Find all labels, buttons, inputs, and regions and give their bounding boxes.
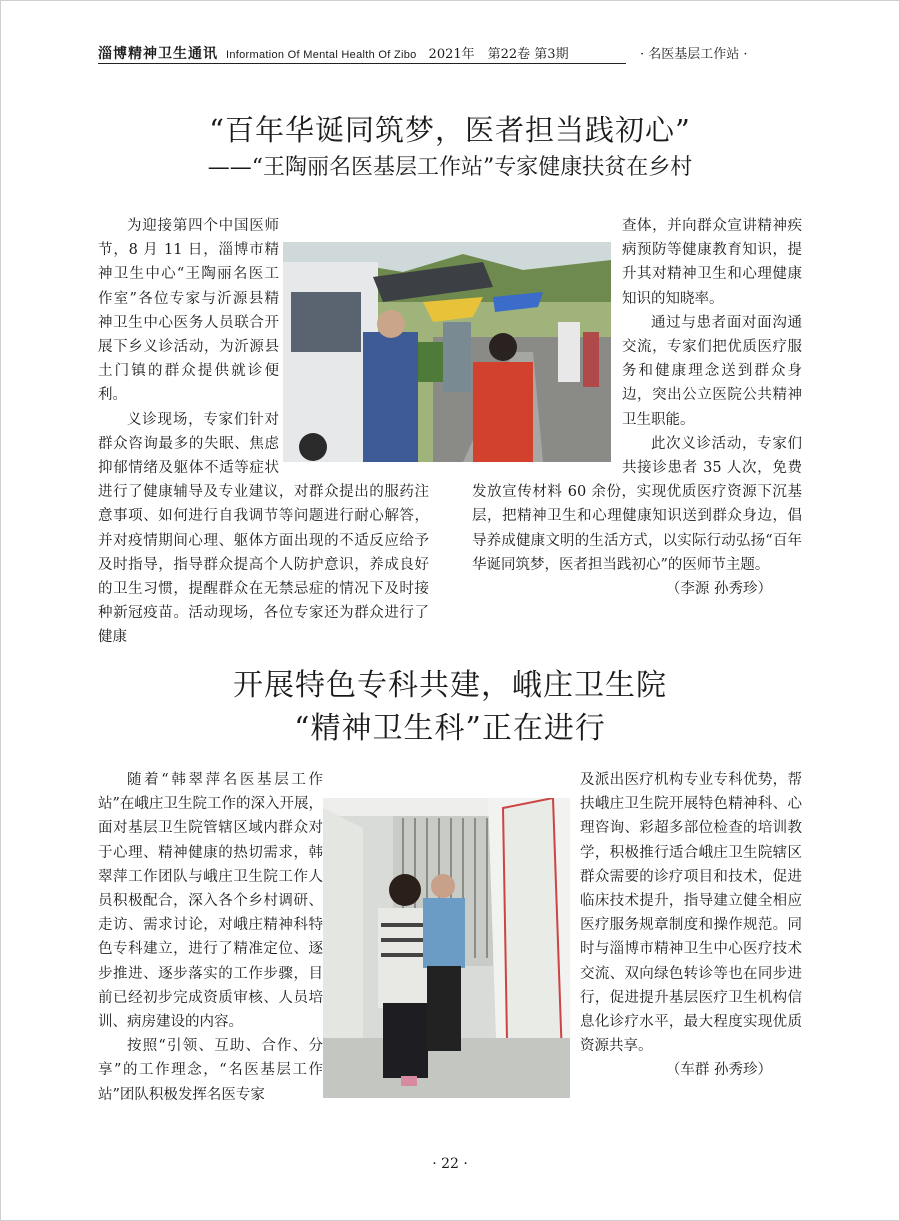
article1-right-column	[472, 214, 802, 601]
article2-paragraph: 及派出医疗机构专业专科优势，帮扶峨庄卫生院开展特色精神科、心理咨询、彩超多部位检查的培训教学，积极推行适合峨庄卫生院辖区群众需要的诊疗项目和技术，促进临床技术提升，指导建立健全相应医疗服务规章制度和操作规范。同时与淄博市精神卫生中心医疗技术交流、双向绿色转诊等也在同步进行，促进提升基层医疗卫生机构信息化诊疗水平，最大程度实现优质资源共享。	[580, 772, 802, 1055]
column-name: · 名医基层工作站 ·	[640, 47, 748, 62]
article2-right-column	[472, 768, 802, 1126]
page-number: · 22 ·	[432, 1156, 468, 1172]
running-header	[98, 43, 569, 63]
article1-subtitle: ——“王陶丽名医基层工作站”专家健康扶贫在乡村	[207, 155, 693, 180]
article2-title-line2: “精神卫生科”正在进行	[294, 711, 606, 746]
photo-spacer	[279, 214, 429, 476]
photo-spacer	[472, 794, 580, 1126]
article2-paragraph: 按照“引领、互助、合作、分享”的工作理念，“名医基层工作站”团队积极发挥名医专家	[98, 1038, 323, 1103]
journal-english-name: Information Of Mental Health Of Zibo	[226, 49, 417, 61]
article2-title-line1: 开展特色专科共建，峨庄卫生院	[233, 668, 667, 703]
article2-byline: （车群 孙秀珍）	[665, 1062, 772, 1079]
article1-paragraph: 通过与患者面对面沟通交流，专家们把优质医疗服务和健康理念送到群众身边，突出公立医院公共精神卫生职能。	[622, 314, 802, 428]
article1-byline: （李源 孙秀珍）	[665, 581, 772, 598]
photo-spacer	[323, 798, 428, 1130]
article1-left-column	[98, 214, 429, 650]
header-rule	[98, 63, 626, 64]
photo-spacer	[472, 214, 622, 458]
article1-paragraph: 义诊现场，专家们针对群众咨询最多的失眠、焦虑抑郁情绪及躯体不适等症状进行了健康辅导及专业建议，对群众提出的服药注意事项、如何进行自我调节等问题进行耐心解答，并对疫情期间心理、躯体方面出现的不适反应给予及时指导，指导群众提高个人防护意识，养成良好的卫生习惯，提醒群众在无禁忌症的情况下及时接种新冠疫苗。活动现场，各位专家还为群众进行了健康	[98, 411, 429, 646]
issue-info: 2021年 第22卷 第3期	[428, 47, 569, 62]
article1-paragraph: 此次义诊活动，专家们共接诊患者 35 人次，免费发放宣传材料 60 余份，实现优质医疗资源下沉基层，把精神卫生和心理健康知识送到群众身边，倡导养成健康文明的生活方式，以实际行动弘扬“百年华诞同筑梦，医者担当践初心”的医师节主题。	[472, 435, 802, 573]
article2-left-column	[98, 768, 428, 1130]
journal-name: 淄博精神卫生通讯	[98, 46, 218, 62]
article1-paragraph: 为迎接第四个中国医师节，8 月 11 日，淄博市精神卫生中心“王陶丽名医工作室”各位专家与沂源县精神卫生中心医务人员联合开展下乡义诊活动，为沂源县土门镇的群众提供就诊便利。	[98, 218, 279, 404]
article1-title: “百年华诞同筑梦，医者担当践初心”	[209, 113, 691, 147]
article1-paragraph: 查体，并向群众宣讲精神疾病预防等健康教育知识，提升其对精神卫生和心理健康知识的知晓率。	[622, 218, 802, 307]
article2-paragraph: 随着“韩翠萍名医基层工作站”在峨庄卫生院工作的深入开展，面对基层卫生院管辖区域内群众对于心理、精神健康的热切需求，韩翠萍工作团队与峨庄卫生院工作人员积极配合，深入各个乡村调研、走访、需求讨论，对峨庄精神科特色专科建立，进行了精准定位、逐步推进、逐步落实的工作步骤，目前已经初步完成资质审核、人员培训、病房建设的内容。	[98, 772, 323, 1031]
